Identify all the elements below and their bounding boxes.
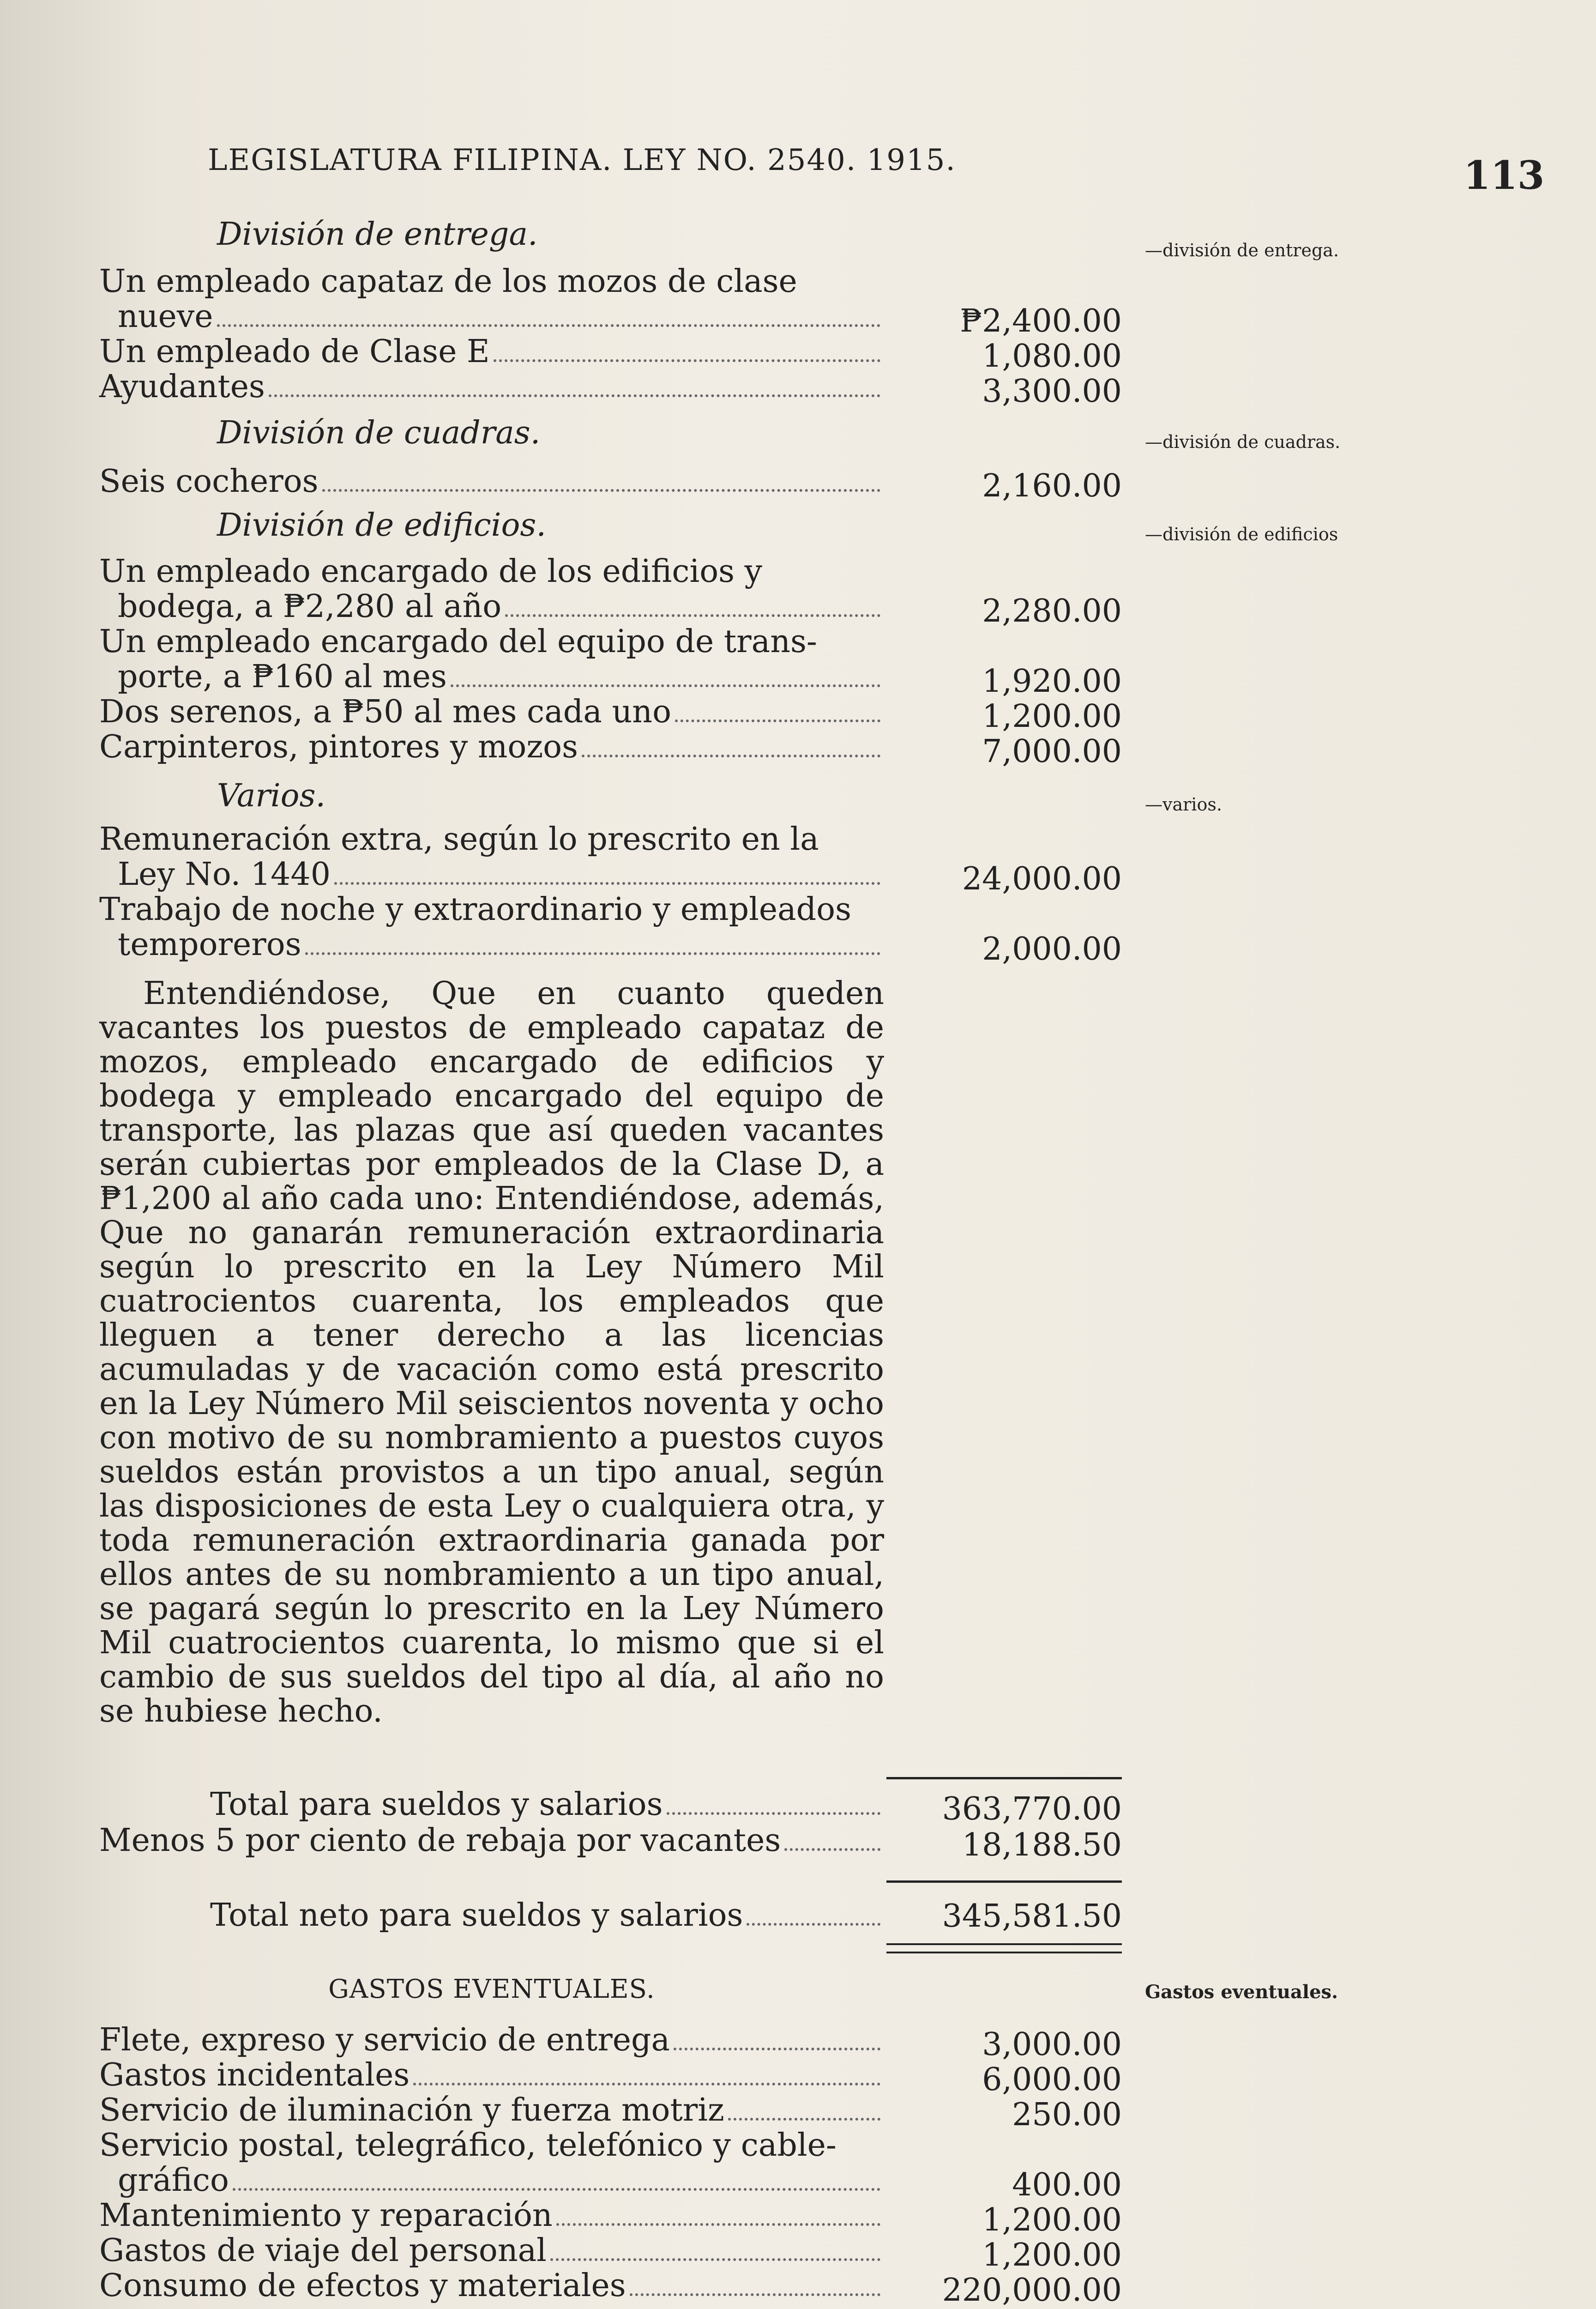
proviso-paragraph: Entendiéndose, Que en cuanto queden vacantes los puestos de empleado capataz de mozos, empleado encargado de edificios y bodega y empleado encargado del equipo de transporte, las plazas que así queden vacantes serán cubiertas por empleados de la Clase D, a ₱1,200 al año cada uno: Entendiéndose, además, Que no ganarán remuneración extraordinaria según lo prescrito en la Ley Número Mil cuatrocientos cuarenta, los empleados que lleguen a tener derecho a las licencias acumuladas y de vacación como está prescrito en la Ley Número Mil seiscientos noventa y ocho con motivo de su nombramiento a puestos cuyos sueldos están provistos a un tipo anual, según las disposiciones de esta Ley o cualquiera otra, y toda remuneración extraordinaria ganada por ellos antes de su nombramiento a un tipo anual, se pagará según lo prescrito en la Ley Número Mil cuatrocientos cuarenta, lo mismo que si el cambio de sus sueldos del tipo al día, al año no se hubiese hecho. [99,975,884,1729]
net-total-amount: 345,581.50 [942,1898,1122,1934]
item-line [99,2058,884,2093]
item-line: Un empleado capataz de los mozos de clase [99,263,797,300]
item-amount: 7,000.00 [982,733,1122,770]
less-line [99,1823,884,1858]
item-line: Servicio postal, telegráfico, telefónico y cable- [99,2127,837,2164]
dot-leader [784,1848,880,1851]
item-amount: 1,200.00 [982,698,1122,735]
margin-note-varios: —varios. [1145,794,1222,815]
item-text: Ayudantes [99,369,265,405]
item-line [99,589,884,624]
item-amount: 220,000.00 [942,2272,1122,2309]
gastos-heading: GASTOS EVENTUALES. [328,1974,655,2004]
dot-leader [233,2188,880,2191]
dot-leader [674,2048,880,2050]
dot-leader [582,755,880,757]
dot-leader [334,882,880,885]
page-number: 113 [1464,152,1545,198]
section-heading-varios: Varios. [217,778,326,814]
item-amount: 1,200.00 [982,2202,1122,2238]
item-line: Un empleado encargado del equipo de trans- [99,623,817,660]
item-text: Servicio de iluminación y fuerza motriz [99,2092,724,2128]
item-amount: 3,300.00 [982,373,1122,410]
item-line [99,927,884,962]
running-head: LEGISLATURA FILIPINA. LEY NO. 2540. 1915. [208,143,956,177]
item-text: Dos serenos, a ₱50 al mes cada uno [99,694,672,730]
net-total-label: Total neto para sueldos y salarios [210,1897,743,1934]
item-text: Gastos de viaje del personal [99,2232,547,2269]
item-amount: ₱2,400.00 [960,303,1122,339]
total-line [210,1787,884,1822]
margin-note-cuadras: —división de cuadras. [1145,432,1341,452]
item-text: porte, a ₱160 al mes [118,659,447,695]
item-text: Consumo de efectos y materiales [99,2267,626,2304]
item-line: Un empleado encargado de los edificios y [99,553,763,590]
item-line [99,464,884,499]
total-amount: 363,770.00 [942,1791,1122,1827]
less-amount: 18,188.50 [962,1827,1122,1863]
item-text: temporeros [118,926,301,963]
item-text: Mantenimiento y reparación [99,2197,553,2234]
item-line [99,2163,884,2198]
item-amount: 3,000.00 [982,2026,1122,2063]
dot-leader [675,719,880,722]
item-text: Carpinteros, pintores y mozos [99,729,578,765]
item-text: nueve [118,298,213,335]
dot-leader [451,684,880,687]
section-heading-edificios: División de edificios. [217,507,546,544]
section-heading-entrega: División de entrega. [217,216,538,253]
item-amount: 2,000.00 [982,931,1122,967]
dot-leader [747,1923,880,1926]
item-amount: 2,280.00 [982,593,1122,629]
item-line [99,659,884,695]
dot-leader [630,2293,880,2296]
item-amount: 24,000.00 [962,861,1122,897]
item-line [99,2233,884,2268]
item-amount: 6,000.00 [982,2061,1122,2098]
item-text: Ley No. 1440 [118,856,331,893]
item-line [99,2198,884,2233]
item-text: bodega, a ₱2,280 al año [118,588,502,625]
item-line [99,369,884,405]
dot-leader [505,614,880,617]
dot-leader [556,2223,880,2226]
item-line [99,2268,884,2303]
item-line [99,730,884,765]
dot-leader [413,2083,880,2085]
rule [886,1777,1122,1779]
item-amount: 1,080.00 [982,338,1122,375]
less-label: Menos 5 por ciento de rebaja por vacantes [99,1822,781,1859]
dot-leader [269,394,880,397]
dot-leader [550,2258,880,2261]
section-heading-cuadras: División de cuadras. [217,415,541,451]
net-total-line [210,1898,884,1933]
rule [886,1880,1122,1883]
item-line [99,299,884,334]
item-line: Remuneración extra, según lo prescrito en la [99,821,819,858]
item-amount: 2,160.00 [982,468,1122,504]
item-line: Trabajo de noche y extraordinario y empleados [99,891,852,928]
item-text: Gastos incidentales [99,2057,410,2093]
item-line [99,2093,884,2128]
dot-leader [728,2118,880,2121]
item-amount: 1,200.00 [982,2237,1122,2273]
item-text: gráfico [118,2162,229,2199]
item-text: Seis cocheros [99,463,319,500]
double-rule [886,1952,1122,1953]
item-line [99,334,884,369]
item-text: Flete, expreso y servicio de entrega [99,2022,670,2058]
total-label: Total para sueldos y salarios [210,1786,663,1823]
margin-note-gastos: Gastos eventuales. [1145,1981,1338,2003]
item-line [99,695,884,730]
item-amount: 400.00 [1012,2167,1122,2203]
dot-leader [322,489,880,492]
dot-leader [667,1812,881,1815]
margin-note-entrega: —división de entrega. [1145,240,1339,260]
item-line [99,857,884,892]
double-rule [886,1943,1122,1945]
item-amount: 1,920.00 [982,663,1122,700]
item-text: Un empleado de Clase E [99,333,490,370]
dot-leader [494,359,880,362]
dot-leader [305,952,880,955]
gastos-heading-wrap [99,1974,884,2004]
item-amount: 250.00 [1012,2097,1122,2133]
margin-note-edificios: —división de edificios [1145,524,1338,544]
item-line [99,2023,884,2058]
dot-leader [217,324,881,327]
